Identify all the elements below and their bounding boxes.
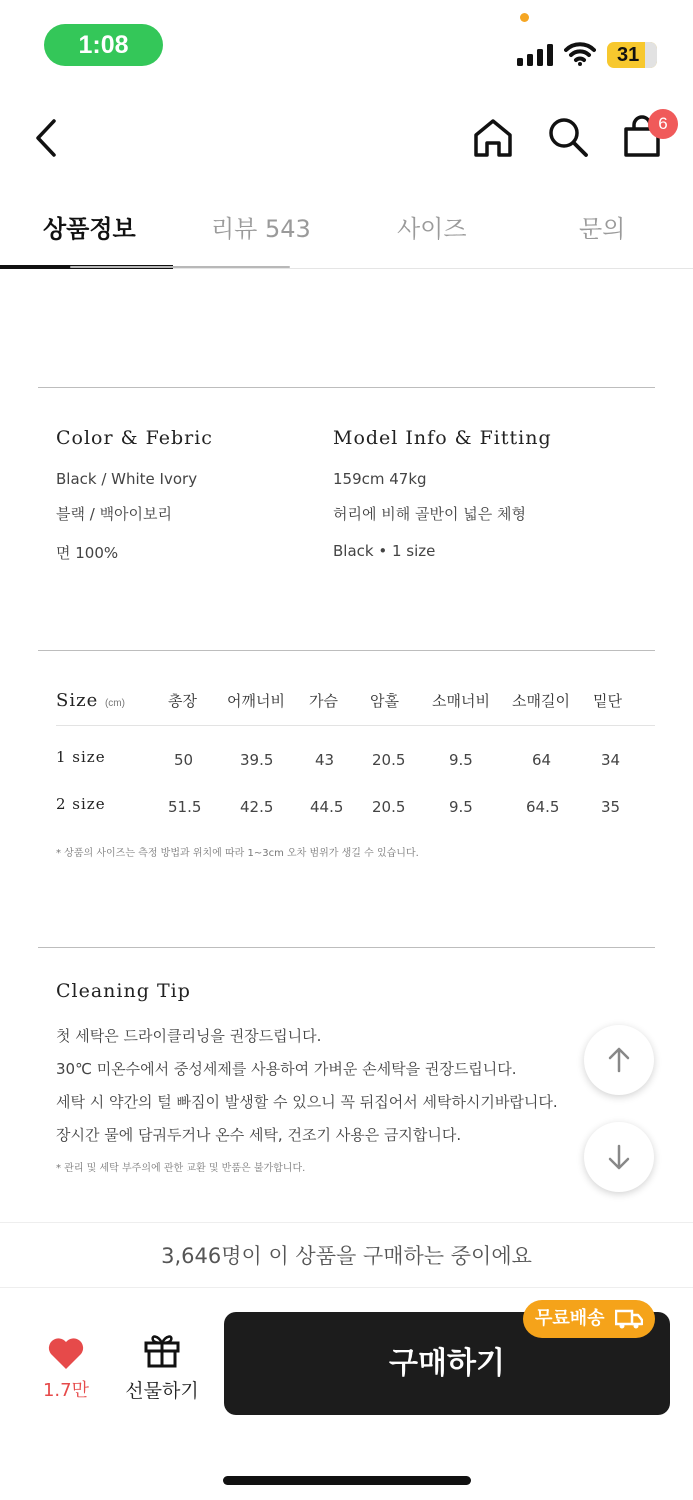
size-header-cell: 밑단 [593,692,622,710]
size-header-cell: 가슴 [309,692,338,710]
cleaning-tip-line: 첫 세탁은 드라이클리닝을 권장드립니다. [56,1027,322,1045]
size-title-text: Size [56,690,99,711]
tab-size[interactable]: 사이즈 [397,215,467,243]
size-header-cell: 소매너비 [432,692,490,710]
arrow-up-icon [605,1046,633,1074]
wifi-icon [564,42,596,66]
cleaning-tip-line: 세탁 시 약간의 털 빠짐이 발생할 수 있으니 꼭 뒤집어서 세탁하시기바랍니다. [56,1093,558,1111]
size-cell: 64 [532,751,552,769]
tab-inquiry[interactable]: 문의 [579,215,626,243]
color-fabric-title: Color & Febric [56,427,213,449]
cleaning-tip-line: 30℃ 미온수에서 중성세제를 사용하여 가벼운 손세탁을 권장드립니다. [56,1060,517,1078]
model-info-line: Black • 1 size [333,542,436,560]
free-shipping-label: 무료배송 [535,1308,605,1329]
size-header-cell: 암홀 [370,692,399,710]
size-cell: 42.5 [240,798,274,816]
size-note: * 상품의 사이즈는 측정 방법과 위치에 따라 1~3cm 오차 범위가 생길 수 있습니다. [56,848,419,859]
size-table-title [56,690,125,711]
heart-icon [47,1336,85,1370]
tab-bar [0,195,693,269]
color-fabric-line: Black / White Ivory [56,470,198,488]
size-unit: (cm) [104,698,125,709]
model-info-title: Model Info & Fitting [333,427,552,449]
size-row-label: 1 size [56,748,106,766]
size-cell: 35 [601,798,621,816]
size-header-cell: 소매길이 [512,692,570,710]
search-icon[interactable] [544,113,590,159]
like-count: 1.7만 [42,1380,89,1401]
size-cell: 39.5 [240,751,274,769]
model-info-line: 허리에 비해 골반이 넓은 체형 [333,505,526,523]
header [0,95,693,185]
tab-reviews[interactable]: 리뷰 543 [211,215,311,243]
battery-indicator [607,42,657,68]
gift-label: 선물하기 [125,1380,199,1402]
cleaning-note: * 관리 및 세탁 부주의에 관한 교환 및 반품은 불가합니다. [56,1163,306,1174]
home-indicator[interactable] [223,1476,471,1485]
size-row-label: 2 size [56,795,106,813]
cleaning-tip-line: 장시간 물에 담궈두거나 온수 세탁, 건조기 사용은 금지합니다. [56,1126,462,1144]
size-cell: 51.5 [168,798,202,816]
size-cell: 20.5 [372,798,406,816]
status-time[interactable]: 1:08 [44,24,163,66]
cleaning-tip-title: Cleaning Tip [56,980,191,1002]
size-header-cell: 총장 [168,692,197,710]
size-cell: 44.5 [310,798,344,816]
scroll-bottom-button[interactable] [584,1122,654,1192]
model-info-line: 159cm 47kg [333,470,427,488]
gift-button[interactable] [118,1330,206,1402]
size-header-cell: 어깨너비 [227,692,285,710]
signal-icon [517,44,553,66]
status-bar [0,0,693,90]
section-divider [38,650,655,651]
back-icon[interactable] [28,115,68,161]
battery-level: 31 [617,44,640,66]
size-cell: 64.5 [526,798,560,816]
truck-icon [615,1308,643,1330]
size-cell: 34 [601,751,621,769]
color-fabric-line: 면 100% [56,544,119,562]
free-shipping-badge [523,1300,655,1338]
arrow-down-icon [605,1143,633,1171]
buyers-count-banner: 3,646명이 이 상품을 구매하는 중이에요 [0,1222,693,1288]
size-cell: 43 [315,751,335,769]
gift-icon [143,1332,181,1368]
cart-count-badge: 6 [648,109,678,139]
color-fabric-line: 블랙 / 백아이보리 [56,505,173,523]
size-cell: 50 [174,751,194,769]
size-cell: 9.5 [449,798,473,816]
privacy-indicator-dot [520,13,529,22]
like-button[interactable] [30,1330,102,1402]
buy-button[interactable]: 구매하기 [224,1312,670,1415]
home-icon[interactable] [470,115,516,161]
clipped-text-fragment [70,262,290,272]
tab-product-info[interactable]: 상품정보 [43,215,136,243]
size-cell: 20.5 [372,751,406,769]
section-divider [38,387,655,388]
section-divider [38,947,655,948]
scroll-top-button[interactable] [584,1025,654,1095]
size-header-divider [56,725,655,726]
size-cell: 9.5 [449,751,473,769]
